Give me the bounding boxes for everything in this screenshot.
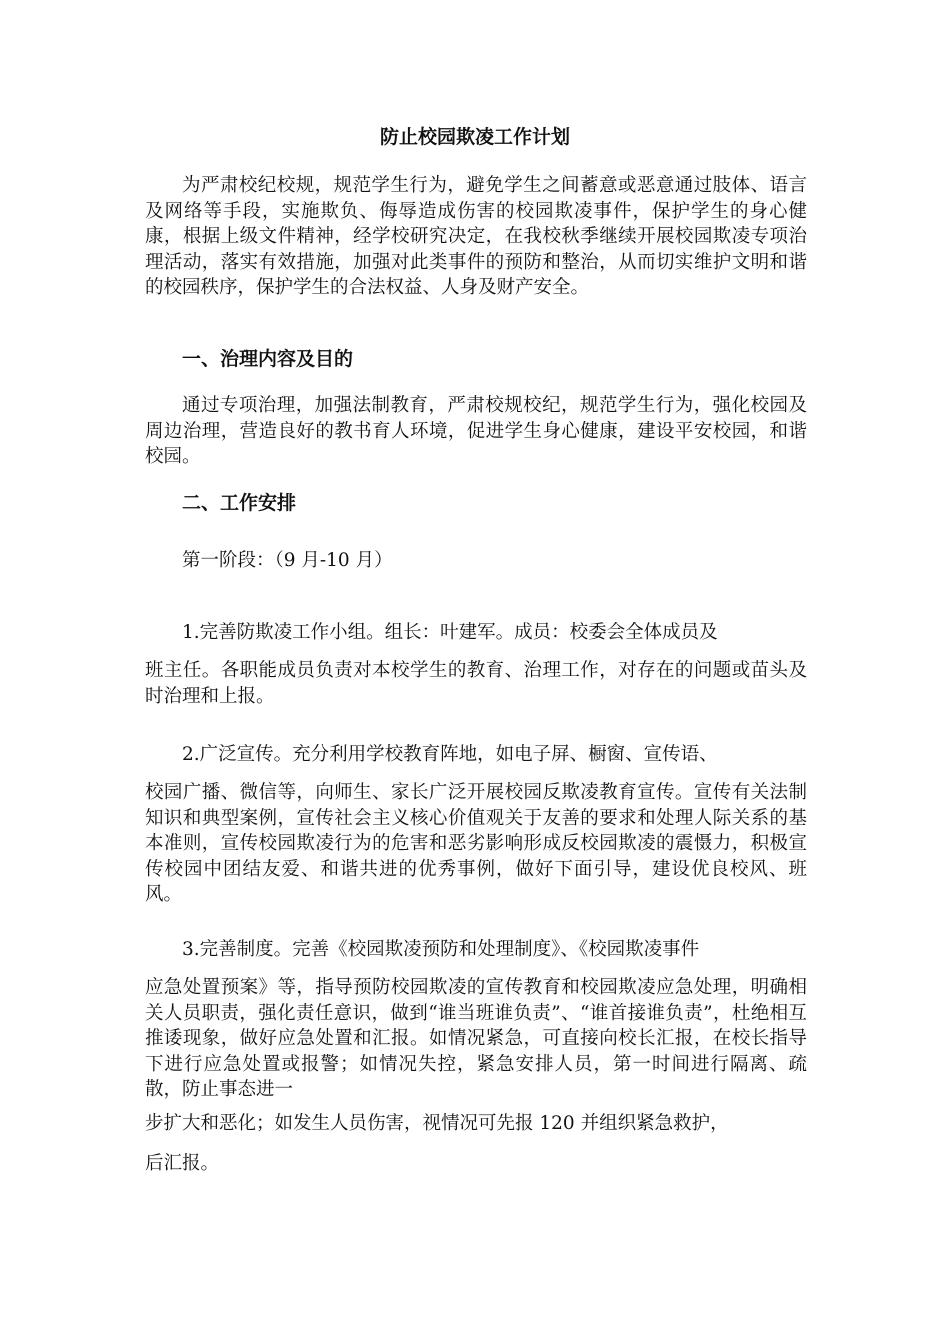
section-heading-1: 一、治理内容及目的 — [182, 348, 354, 370]
item-3-line-continued: 步扩大和恶化；如发生人员伤害，视情况可先报 120 并组织紧急救护， — [145, 1113, 729, 1134]
item-3-body: 应急处置预案》等，指导预防校园欺凌的宣传教育和校园欺凌应急处理，明确相关人员职责，强化责任意识，做到“谁当班谁负责”、“谁首接谁负责”，杜绝相互推诿现象，做好应急处置和汇报。如情况紧急，可直接向校长汇报，在校长指导下进行应急处置或报警；如情况失控，紧急安排人员，第一时间进行隔离、疏散，防止事态进一 — [145, 977, 807, 1101]
stage-label: 第一阶段：（9 月-10 月） — [182, 550, 393, 571]
item-3-first-line: 3.完善制度。完善《校园欺凌预防和处理制度》、《校园欺凌事件 — [182, 939, 700, 960]
intro-paragraph: 为严肃校纪校规，规范学生行为，避免学生之间蓄意或恶意通过肢体、语言及网络等手段，实施欺负、侮辱造成伤害的校园欺凌事件，保护学生的身心健康，根据上级文件精神，经学校研究决定，在我校秋季继续开展校园欺凌专项治理活动，落实有效措施，加强对此类事件的预防和整治，从而切实维护文明和谐的校园秩序，保护学生的合法权益、人身及财产安全。 — [145, 175, 807, 299]
item-2-first-line: 2.广泛宣传。充分利用学校教育阵地，如电子屏、橱窗、宣传语、 — [182, 744, 718, 765]
section-1-body: 通过专项治理，加强法制教育，严肃校规校纪，规范学生行为，强化校园及周边治理，营造良好的教书育人环境，促进学生身心健康，建设平安校园，和谐校园。 — [145, 395, 807, 468]
item-2-body: 校园广播、微信等，向师生、家长广泛开展校园反欺凌教育宣传。宣传有关法制知识和典型案例，宣传社会主义核心价值观关于友善的要求和处理人际关系的基本准则，宣传校园欺凌行为的危害和恶劣影响形成反校园欺凌的震慑力，积极宣传校园中团结友爱、和谐共进的优秀事例，做好下面引导，建设优良校风、班风。 — [145, 782, 807, 906]
item-3-line-last: 后汇报。 — [145, 1153, 220, 1174]
section-heading-2: 二、工作安排 — [182, 492, 297, 514]
item-1-first-line: 1.完善防欺凌工作小组。组长：叶建军。成员：校委会全体成员及 — [182, 622, 718, 643]
document-title: 防止校园欺凌工作计划 — [379, 126, 570, 148]
item-1-body: 班主任。各职能成员负责对本校学生的教育、治理工作，对存在的问题或苗头及时治理和上报。 — [145, 660, 807, 707]
